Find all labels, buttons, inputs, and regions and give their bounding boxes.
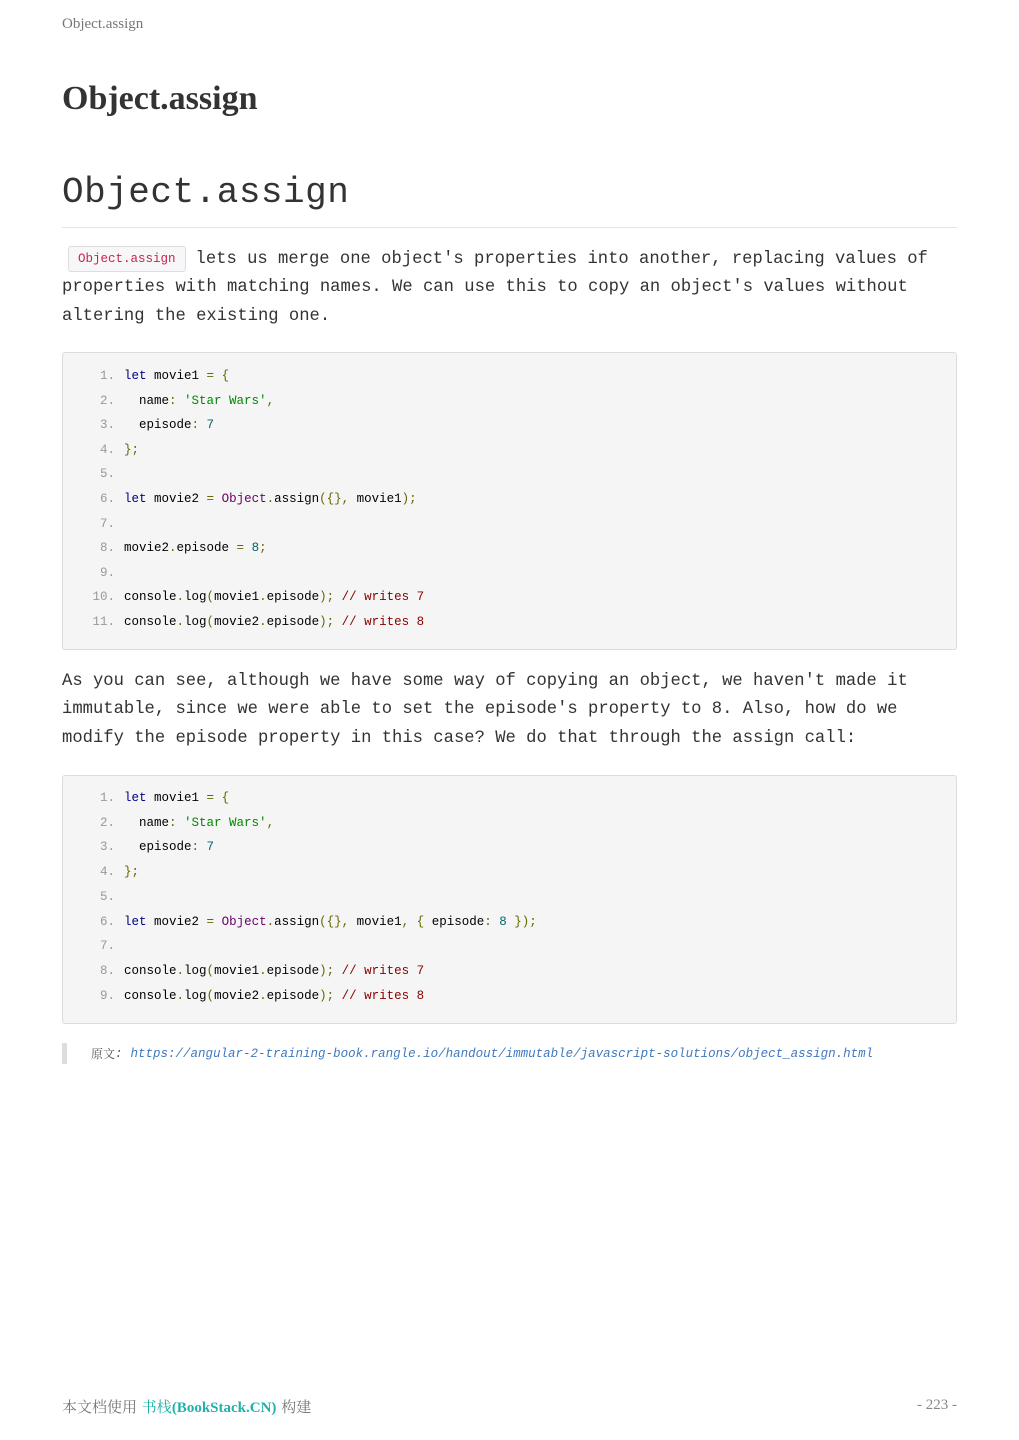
- code-line: [63, 789, 229, 807]
- code-line: [63, 913, 537, 931]
- code-line: [63, 987, 424, 1005]
- line-number: 11.: [92, 615, 115, 629]
- code-line: [63, 613, 424, 631]
- line-number: 8.: [99, 963, 115, 978]
- footer-brand-link[interactable]: [142, 1400, 277, 1416]
- line-content: let movie2 = Object.assign({}, movie1);: [124, 492, 417, 506]
- line-number: 5.: [99, 467, 115, 482]
- line-number: 9.: [99, 988, 115, 1003]
- inline-code: Object.assign: [68, 246, 186, 272]
- line-number: 8.: [99, 541, 115, 556]
- code-line: [63, 838, 214, 856]
- line-number: 6.: [99, 914, 115, 929]
- line-content: let movie1 = {: [124, 369, 230, 383]
- code-line: [63, 588, 424, 606]
- line-number: 4.: [99, 865, 115, 880]
- code-line: [63, 937, 124, 955]
- code-line: [63, 962, 424, 980]
- code-block-2: [62, 775, 957, 1024]
- code-line: [63, 863, 139, 881]
- line-content: };: [124, 865, 140, 880]
- line-number: 9.: [99, 565, 115, 580]
- code-line: [63, 888, 124, 906]
- code-line: [63, 539, 267, 557]
- line-number: 3.: [99, 418, 115, 433]
- intro-paragraph: [62, 246, 957, 331]
- code-line: [63, 564, 124, 582]
- line-content: name: 'Star Wars',: [124, 815, 275, 830]
- source-link[interactable]: https://angular-2-training-book.rangle.io/handout/immutable/javascript-solutions/object_assign.html: [130, 1046, 874, 1061]
- line-number: 3.: [99, 840, 115, 855]
- footer-brand-cn: 书栈: [141, 1398, 172, 1416]
- page-title: Object.assign: [62, 80, 258, 117]
- code-line: [63, 814, 274, 832]
- code-line: [63, 416, 214, 434]
- line-content: episode: 7: [124, 840, 215, 855]
- line-number: 1.: [99, 369, 115, 383]
- line-content: console.log(movie2.episode); // writes 8: [124, 615, 425, 629]
- code-block-1: [62, 352, 957, 650]
- code-line: [63, 392, 274, 410]
- line-number: 1.: [99, 791, 115, 805]
- code-line: [63, 441, 139, 459]
- code-line: [63, 515, 124, 533]
- line-content: console.log(movie1.episode); // writes 7: [124, 590, 425, 605]
- line-number: 6.: [99, 492, 115, 506]
- line-content: name: 'Star Wars',: [124, 393, 275, 408]
- line-content: episode: 7: [124, 418, 215, 433]
- intro-text: lets us merge one object's properties into another, replacing values of properties with matching names. We can use this to copy an object's values without altering the existing one.: [62, 250, 928, 326]
- page-number: - 223 -: [917, 1397, 957, 1413]
- source-label: 原文: [91, 1047, 116, 1061]
- source-quote: [62, 1043, 873, 1064]
- line-content: let movie1 = {: [124, 791, 230, 805]
- running-header: Object.assign: [62, 16, 144, 32]
- footer-credit: [62, 1396, 311, 1417]
- line-content: console.log(movie1.episode); // writes 7: [124, 963, 425, 978]
- line-number: 5.: [99, 889, 115, 904]
- code-line: [63, 367, 229, 385]
- line-content: console.log(movie2.episode); // writes 8: [124, 988, 425, 1003]
- line-content: movie2.episode = 8;: [124, 541, 267, 556]
- line-number: 7.: [99, 939, 115, 954]
- footer-brand-en: (BookStack.CN): [171, 1400, 277, 1416]
- line-number: 10.: [92, 590, 115, 605]
- code-line: [63, 465, 124, 483]
- section-heading: Object.assign: [62, 172, 957, 228]
- source-separator: :: [115, 1046, 123, 1061]
- code-line: [63, 490, 417, 508]
- line-content: let movie2 = Object.assign({}, movie1, { episode: 8 });: [124, 914, 537, 929]
- middle-paragraph: As you can see, although we have some way of copying an object, we haven't made it immutable, since we were able to set the episode's property to 8. Also, how do we modify the episode property in this case? We do that through the assign call:: [62, 672, 908, 748]
- line-number: 2.: [99, 815, 115, 830]
- footer-suffix: 构建: [281, 1398, 312, 1416]
- line-number: 2.: [99, 393, 115, 408]
- line-content: };: [124, 442, 140, 457]
- line-number: 7.: [99, 516, 115, 531]
- footer-prefix: 本文档使用: [62, 1398, 138, 1416]
- line-number: 4.: [99, 442, 115, 457]
